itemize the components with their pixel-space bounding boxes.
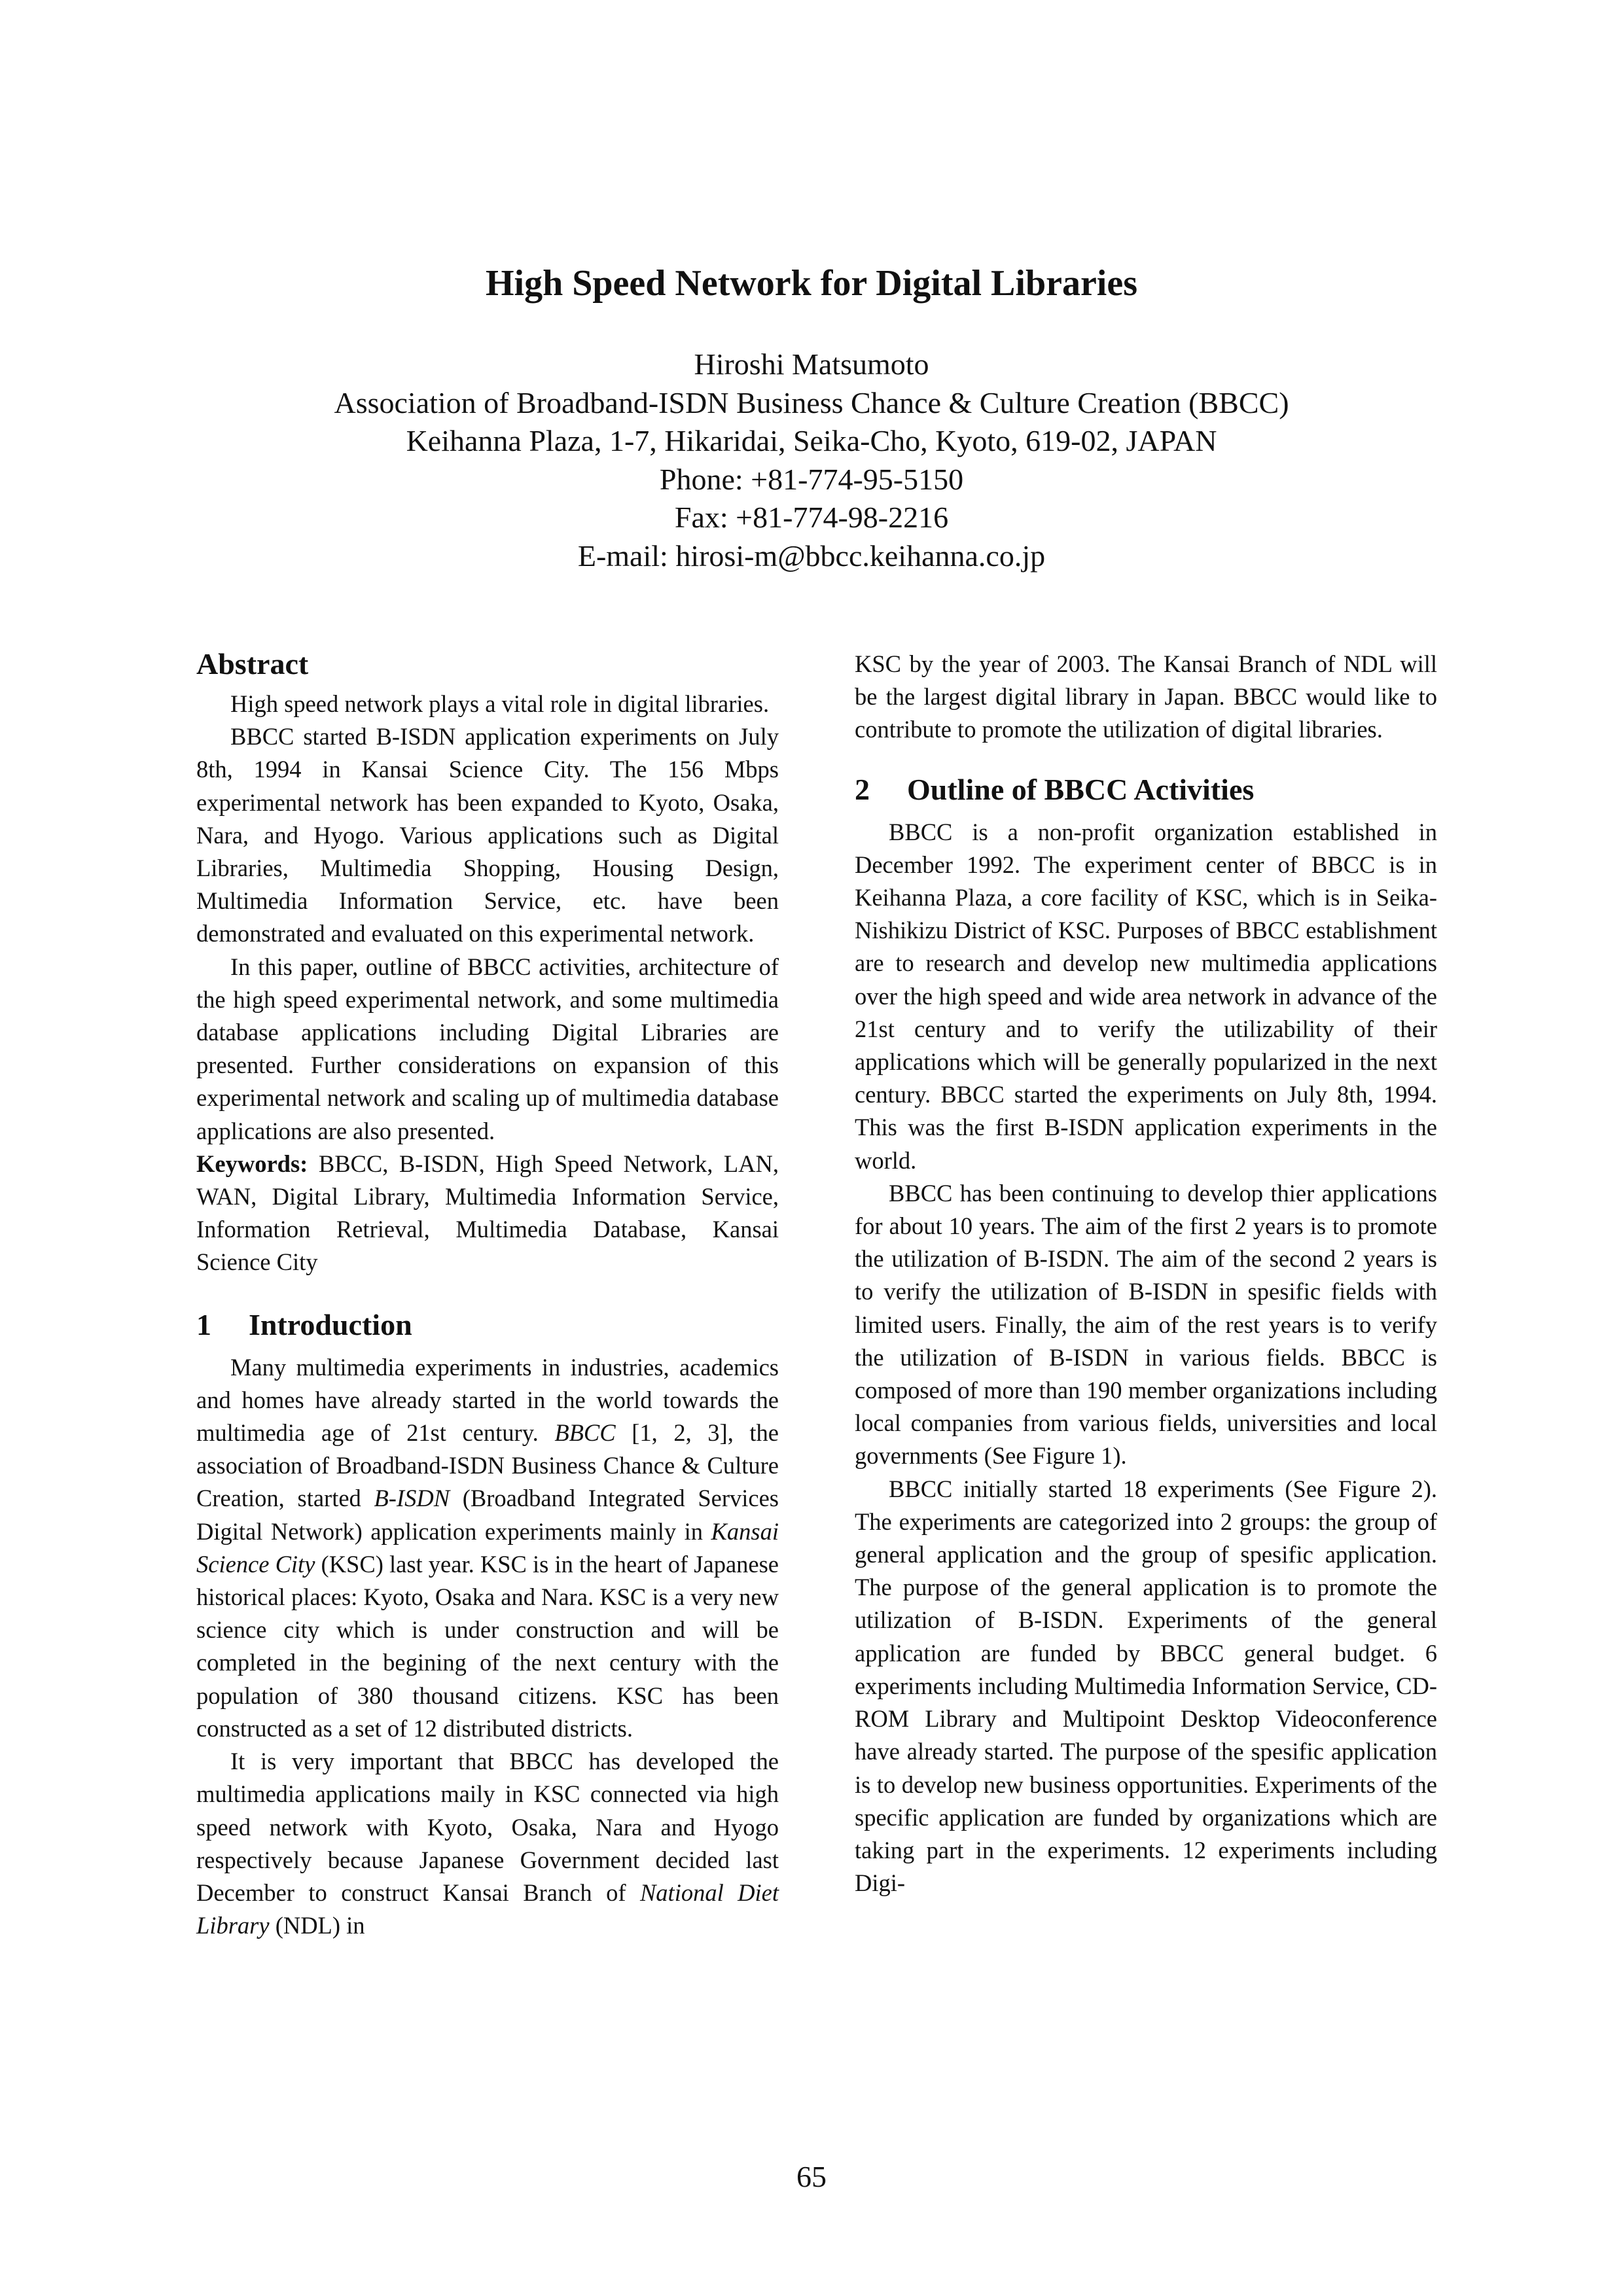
author-address: Keihanna Plaza, 1-7, Hikaridai, Seika-Cho, Kyoto, 619-02, JAPAN — [406, 424, 1217, 457]
abstract-heading: Abstract — [196, 647, 309, 680]
abstract-paragraph-3: In this paper, outline of BBCC activities, architecture of the high speed experimental network, and some multimedia database applications including Digital Libraries are presented. Further considerations on expansion of this experimental network and scaling up of multimedia database applications are also presented. — [196, 953, 779, 1144]
abstract-paragraph-1: High speed network plays a vital role in digital libraries. — [230, 690, 770, 717]
section-2-title: Outline of BBCC Activities — [907, 772, 1255, 806]
intro-paragraph-2-continued: KSC by the year of 2003. The Kansai Branch of NDL will be the largest digital library in Japan. BBCC would like to contribute to promote the utilization of digital libraries. — [855, 650, 1437, 743]
section-2-heading — [855, 770, 1437, 809]
author-phone: Phone: +81-774-95-5150 — [659, 462, 964, 496]
bisdn-term: B-ISDN — [374, 1485, 450, 1512]
keywords-text: BBCC, B-ISDN, High Speed Network, LAN, WAN, Digital Library, Multimedia Information Service, Information Retrieval, Multimedia Database, Kansai Science City — [196, 1150, 779, 1276]
bbcc-term: BBCC — [554, 1419, 616, 1447]
section-1-number: 1 — [196, 1307, 211, 1341]
right-column — [855, 648, 1437, 1899]
outline-paragraph-1: BBCC is a non-profit organization established in December 1992. The experiment center of BBCC is in Keihanna Plaza, a core facility of KSC, which is in Seika-Nishikizu District of KSC. Purposes of BBCC establishment are to research and develop new multimedia applications over the high speed and wide area network in advance of the 21st century and to verify the utilizability of their applications which will be generally popularized in the next century. BBCC started the experiments on July 8th, 1994. This was the first B-ISDN application experiments in the world. — [855, 818, 1437, 1174]
section-1-title: Introduction — [249, 1307, 412, 1341]
outline-paragraph-3: BBCC initially started 18 experiments (See Figure 2). The experiments are categorized into 2 groups: the group of general application and the group of spesific application. The purpose of the general application is to promote the utilization of B-ISDN. Experiments of the general application are funded by BBCC general budget. 6 experiments including Multimedia Information Service, CD-ROM Library and Multipoint Desktop Videoconference have already started. The purpose of the spesific application is to develop new business opportunities. Experiments of the specific application are funded by organizations which are taking part in the experiments. 12 experiments including Digi- — [855, 1475, 1437, 1897]
author-email: E-mail: hirosi-m@bbcc.keihanna.co.jp — [577, 539, 1046, 573]
left-column — [196, 645, 779, 1942]
abstract-paragraph-2: BBCC started B-ISDN application experiments on July 8th, 1994 in Kansai Science City. The 156 Mbps experimental network has been expanded to Kyoto, Osaka, Nara, and Hyogo. Various applications such as Digital Libraries, Multimedia Shopping, Housing Design, Multimedia Information Service, etc. have been demonstrated and evaluated on this experimental network. — [196, 723, 779, 947]
ndl-term: National Diet Library — [196, 1879, 779, 1939]
section-1-heading — [196, 1305, 779, 1345]
author-affiliation: Association of Broadband-ISDN Business Chance & Culture Creation (BBCC) — [334, 385, 1289, 419]
ksc-term: Kansai Science City — [196, 1517, 779, 1578]
page-number: 65 — [796, 2160, 827, 2193]
author-block — [0, 345, 1623, 575]
keywords-paragraph — [196, 1148, 779, 1279]
keywords-label: Keywords: — [196, 1150, 308, 1177]
intro-paragraph-2: It is very important that BBCC has developed the multimedia applications maily in KSC connected via high speed network with Kyoto, Osaka, Nara and Hyogo respectively because Japanese Government decided last December to construct Kansai Branch of National Diet Library (NDL) in — [196, 1748, 779, 1939]
intro-paragraph-1: Many multimedia experiments in industries, academics and homes have already started in the world towards the multimedia age of 21st century. BBCC [1, 2, 3], the association of Broadband-ISDN Business Chance & Culture Creation, started B-ISDN (Broadband Integrated Services Digital Network) application experiments mainly in Kansai Science City (KSC) last year. KSC is in the heart of Japanese historical places: Kyoto, Osaka and Nara. KSC is a very new science city which is under construction and will be completed in the begining of the next century with the population of 380 thousand citizens. KSC has been constructed as a set of 12 distributed districts. — [196, 1353, 779, 1742]
paper-title: High Speed Network for Digital Libraries — [485, 263, 1138, 304]
author-fax: Fax: +81-774-98-2216 — [674, 501, 949, 534]
author-name: Hiroshi Matsumoto — [694, 347, 929, 381]
outline-paragraph-2: BBCC has been continuing to develop thier applications for about 10 years. The aim of the first 2 years is to promote the utilization of B-ISDN. The aim of the second 2 years is to verify the utilization of B-ISDN in spesific fields with limited users. Finally, the aim of the rest years is to verify the utilization of B-ISDN in various fields. BBCC is composed of more than 190 member organizations including local companies from various fields, universities and local governments (See Figure 1). — [855, 1179, 1437, 1470]
section-2-number: 2 — [855, 772, 870, 806]
